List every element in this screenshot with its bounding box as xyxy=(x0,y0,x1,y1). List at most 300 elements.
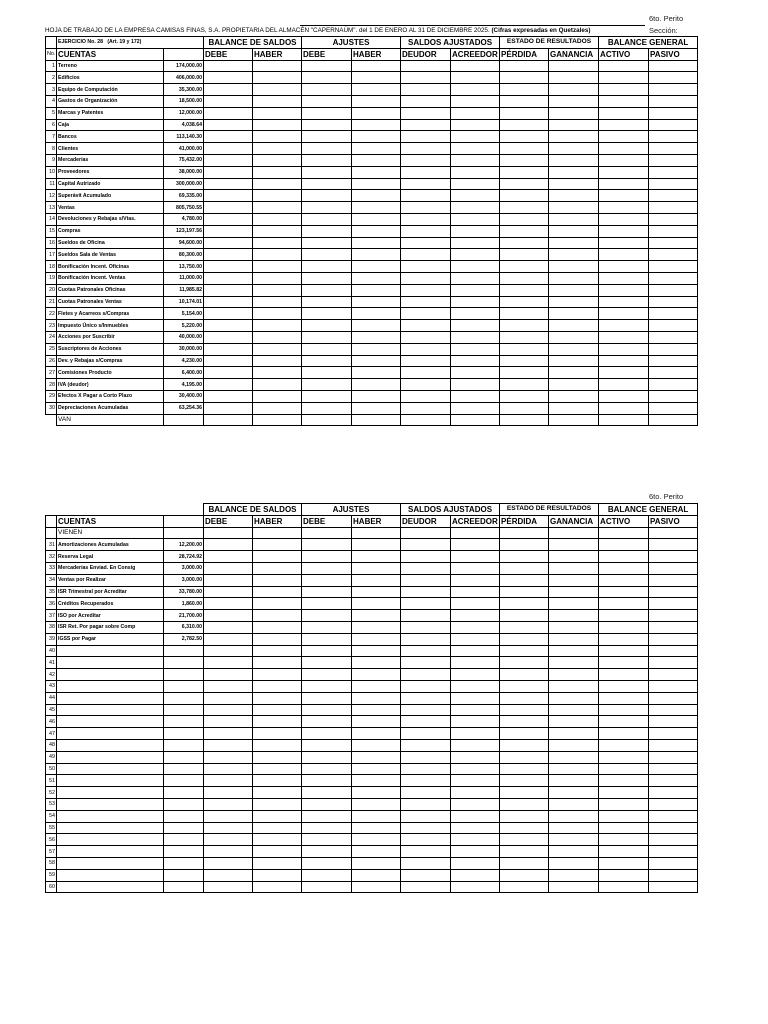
entry-cell[interactable] xyxy=(302,775,352,787)
entry-cell[interactable] xyxy=(253,798,302,810)
entry-cell[interactable] xyxy=(599,881,649,893)
entry-cell[interactable] xyxy=(451,881,500,893)
entry-cell[interactable] xyxy=(352,716,401,728)
entry-cell[interactable] xyxy=(599,633,649,645)
entry-cell[interactable] xyxy=(649,834,698,846)
entry-cell[interactable] xyxy=(451,810,500,822)
entry-cell[interactable] xyxy=(302,633,352,645)
entry-cell[interactable] xyxy=(401,154,451,166)
entry-cell[interactable] xyxy=(352,95,401,107)
entry-cell[interactable] xyxy=(204,562,253,574)
entry-cell[interactable] xyxy=(253,237,302,249)
entry-cell[interactable] xyxy=(352,657,401,669)
entry-cell[interactable] xyxy=(599,869,649,881)
entry-cell[interactable] xyxy=(253,610,302,622)
entry-cell[interactable] xyxy=(352,669,401,681)
entry-cell[interactable] xyxy=(451,320,500,332)
entry-cell[interactable] xyxy=(204,343,253,355)
entry-cell[interactable] xyxy=(451,716,500,728)
entry-cell[interactable] xyxy=(352,272,401,284)
entry-cell[interactable] xyxy=(204,775,253,787)
entry-cell[interactable] xyxy=(204,367,253,379)
entry-cell[interactable] xyxy=(649,402,698,414)
entry-cell[interactable] xyxy=(549,692,599,704)
entry-cell[interactable] xyxy=(649,107,698,119)
entry-cell[interactable] xyxy=(451,284,500,296)
entry-cell[interactable] xyxy=(253,343,302,355)
entry-cell[interactable] xyxy=(204,119,253,131)
entry-cell[interactable] xyxy=(352,680,401,692)
entry-cell[interactable] xyxy=(500,798,549,810)
entry-cell[interactable] xyxy=(352,751,401,763)
entry-cell[interactable] xyxy=(352,320,401,332)
entry-cell[interactable] xyxy=(204,95,253,107)
entry-cell[interactable] xyxy=(253,728,302,740)
entry-cell[interactable] xyxy=(352,225,401,237)
entry-cell[interactable] xyxy=(401,190,451,202)
entry-cell[interactable] xyxy=(599,202,649,214)
entry-cell[interactable] xyxy=(401,237,451,249)
entry-cell[interactable] xyxy=(549,213,599,225)
entry-cell[interactable] xyxy=(253,95,302,107)
entry-cell[interactable] xyxy=(451,680,500,692)
entry-cell[interactable] xyxy=(401,716,451,728)
entry-cell[interactable] xyxy=(549,610,599,622)
entry-cell[interactable] xyxy=(500,166,549,178)
entry-cell[interactable] xyxy=(204,881,253,893)
entry-cell[interactable] xyxy=(253,692,302,704)
entry-cell[interactable] xyxy=(500,810,549,822)
entry-cell[interactable] xyxy=(352,379,401,391)
entry-cell[interactable] xyxy=(649,869,698,881)
entry-cell[interactable] xyxy=(401,225,451,237)
entry-cell[interactable] xyxy=(352,202,401,214)
entry-cell[interactable] xyxy=(401,143,451,155)
entry-cell[interactable] xyxy=(599,143,649,155)
entry-cell[interactable] xyxy=(253,704,302,716)
entry-cell[interactable] xyxy=(352,562,401,574)
entry-cell[interactable] xyxy=(352,881,401,893)
entry-cell[interactable] xyxy=(253,633,302,645)
entry-cell[interactable] xyxy=(500,846,549,858)
entry-cell[interactable] xyxy=(500,621,549,633)
entry-cell[interactable] xyxy=(451,657,500,669)
entry-cell[interactable] xyxy=(451,539,500,551)
entry-cell[interactable] xyxy=(352,739,401,751)
entry-cell[interactable] xyxy=(649,787,698,799)
entry-cell[interactable] xyxy=(549,598,599,610)
entry-cell[interactable] xyxy=(253,621,302,633)
entry-cell[interactable] xyxy=(451,131,500,143)
entry-cell[interactable] xyxy=(549,166,599,178)
entry-cell[interactable] xyxy=(549,751,599,763)
entry-cell[interactable] xyxy=(253,296,302,308)
entry-cell[interactable] xyxy=(302,320,352,332)
entry-cell[interactable] xyxy=(599,562,649,574)
entry-cell[interactable] xyxy=(253,225,302,237)
entry-cell[interactable] xyxy=(549,739,599,751)
entry-cell[interactable] xyxy=(204,610,253,622)
entry-cell[interactable] xyxy=(500,107,549,119)
entry-cell[interactable] xyxy=(451,633,500,645)
entry-cell[interactable] xyxy=(253,846,302,858)
entry-cell[interactable] xyxy=(599,669,649,681)
entry-cell[interactable] xyxy=(401,657,451,669)
entry-cell[interactable] xyxy=(302,834,352,846)
entry-cell[interactable] xyxy=(302,119,352,131)
entry-cell[interactable] xyxy=(549,787,599,799)
entry-cell[interactable] xyxy=(451,379,500,391)
entry-cell[interactable] xyxy=(599,574,649,586)
entry-cell[interactable] xyxy=(451,107,500,119)
entry-cell[interactable] xyxy=(549,296,599,308)
entry-cell[interactable] xyxy=(204,574,253,586)
entry-cell[interactable] xyxy=(451,574,500,586)
entry-cell[interactable] xyxy=(599,84,649,96)
entry-cell[interactable] xyxy=(599,237,649,249)
entry-cell[interactable] xyxy=(549,261,599,273)
entry-cell[interactable] xyxy=(649,574,698,586)
entry-cell[interactable] xyxy=(599,320,649,332)
entry-cell[interactable] xyxy=(500,249,549,261)
entry-cell[interactable] xyxy=(549,834,599,846)
entry-cell[interactable] xyxy=(253,261,302,273)
entry-cell[interactable] xyxy=(302,704,352,716)
entry-cell[interactable] xyxy=(500,869,549,881)
entry-cell[interactable] xyxy=(649,213,698,225)
entry-cell[interactable] xyxy=(302,166,352,178)
entry-cell[interactable] xyxy=(549,390,599,402)
entry-cell[interactable] xyxy=(401,202,451,214)
entry-cell[interactable] xyxy=(451,272,500,284)
entry-cell[interactable] xyxy=(204,60,253,72)
entry-cell[interactable] xyxy=(649,798,698,810)
entry-cell[interactable] xyxy=(302,154,352,166)
entry-cell[interactable] xyxy=(204,645,253,657)
entry-cell[interactable] xyxy=(204,728,253,740)
entry-cell[interactable] xyxy=(451,402,500,414)
entry-cell[interactable] xyxy=(204,586,253,598)
entry-cell[interactable] xyxy=(204,72,253,84)
entry-cell[interactable] xyxy=(352,367,401,379)
entry-cell[interactable] xyxy=(549,657,599,669)
entry-cell[interactable] xyxy=(549,775,599,787)
entry-cell[interactable] xyxy=(599,739,649,751)
entry-cell[interactable] xyxy=(352,60,401,72)
entry-cell[interactable] xyxy=(302,379,352,391)
entry-cell[interactable] xyxy=(253,574,302,586)
entry-cell[interactable] xyxy=(549,343,599,355)
entry-cell[interactable] xyxy=(649,822,698,834)
entry-cell[interactable] xyxy=(204,190,253,202)
entry-cell[interactable] xyxy=(352,598,401,610)
entry-cell[interactable] xyxy=(649,551,698,563)
entry-cell[interactable] xyxy=(599,539,649,551)
entry-cell[interactable] xyxy=(401,645,451,657)
entry-cell[interactable] xyxy=(549,680,599,692)
entry-cell[interactable] xyxy=(451,355,500,367)
entry-cell[interactable] xyxy=(352,107,401,119)
entry-cell[interactable] xyxy=(253,390,302,402)
entry-cell[interactable] xyxy=(599,72,649,84)
entry-cell[interactable] xyxy=(451,728,500,740)
entry-cell[interactable] xyxy=(599,402,649,414)
entry-cell[interactable] xyxy=(649,331,698,343)
entry-cell[interactable] xyxy=(253,881,302,893)
entry-cell[interactable] xyxy=(451,331,500,343)
entry-cell[interactable] xyxy=(401,633,451,645)
entry-cell[interactable] xyxy=(500,775,549,787)
entry-cell[interactable] xyxy=(649,119,698,131)
entry-cell[interactable] xyxy=(401,834,451,846)
entry-cell[interactable] xyxy=(253,680,302,692)
entry-cell[interactable] xyxy=(549,249,599,261)
entry-cell[interactable] xyxy=(649,202,698,214)
entry-cell[interactable] xyxy=(500,787,549,799)
entry-cell[interactable] xyxy=(302,610,352,622)
entry-cell[interactable] xyxy=(302,390,352,402)
entry-cell[interactable] xyxy=(549,355,599,367)
entry-cell[interactable] xyxy=(451,645,500,657)
entry-cell[interactable] xyxy=(549,84,599,96)
entry-cell[interactable] xyxy=(352,810,401,822)
entry-cell[interactable] xyxy=(549,237,599,249)
entry-cell[interactable] xyxy=(302,225,352,237)
entry-cell[interactable] xyxy=(352,119,401,131)
entry-cell[interactable] xyxy=(352,763,401,775)
entry-cell[interactable] xyxy=(302,331,352,343)
entry-cell[interactable] xyxy=(352,84,401,96)
entry-cell[interactable] xyxy=(302,881,352,893)
entry-cell[interactable] xyxy=(451,72,500,84)
entry-cell[interactable] xyxy=(352,539,401,551)
entry-cell[interactable] xyxy=(599,810,649,822)
entry-cell[interactable] xyxy=(253,716,302,728)
entry-cell[interactable] xyxy=(649,881,698,893)
entry-cell[interactable] xyxy=(302,272,352,284)
entry-cell[interactable] xyxy=(302,343,352,355)
entry-cell[interactable] xyxy=(451,390,500,402)
entry-cell[interactable] xyxy=(451,598,500,610)
entry-cell[interactable] xyxy=(302,213,352,225)
entry-cell[interactable] xyxy=(401,308,451,320)
entry-cell[interactable] xyxy=(649,84,698,96)
entry-cell[interactable] xyxy=(500,822,549,834)
entry-cell[interactable] xyxy=(451,225,500,237)
entry-cell[interactable] xyxy=(401,775,451,787)
entry-cell[interactable] xyxy=(401,621,451,633)
entry-cell[interactable] xyxy=(451,692,500,704)
entry-cell[interactable] xyxy=(451,367,500,379)
entry-cell[interactable] xyxy=(451,822,500,834)
entry-cell[interactable] xyxy=(549,810,599,822)
entry-cell[interactable] xyxy=(401,213,451,225)
entry-cell[interactable] xyxy=(401,551,451,563)
entry-cell[interactable] xyxy=(302,308,352,320)
entry-cell[interactable] xyxy=(204,716,253,728)
entry-cell[interactable] xyxy=(352,822,401,834)
entry-cell[interactable] xyxy=(352,355,401,367)
entry-cell[interactable] xyxy=(649,367,698,379)
entry-cell[interactable] xyxy=(649,857,698,869)
entry-cell[interactable] xyxy=(401,84,451,96)
entry-cell[interactable] xyxy=(302,857,352,869)
entry-cell[interactable] xyxy=(204,131,253,143)
entry-cell[interactable] xyxy=(302,586,352,598)
entry-cell[interactable] xyxy=(302,846,352,858)
entry-cell[interactable] xyxy=(204,308,253,320)
entry-cell[interactable] xyxy=(599,598,649,610)
entry-cell[interactable] xyxy=(204,154,253,166)
entry-cell[interactable] xyxy=(549,869,599,881)
entry-cell[interactable] xyxy=(352,72,401,84)
entry-cell[interactable] xyxy=(549,846,599,858)
entry-cell[interactable] xyxy=(549,190,599,202)
entry-cell[interactable] xyxy=(302,787,352,799)
entry-cell[interactable] xyxy=(549,763,599,775)
entry-cell[interactable] xyxy=(352,704,401,716)
entry-cell[interactable] xyxy=(599,787,649,799)
entry-cell[interactable] xyxy=(401,331,451,343)
entry-cell[interactable] xyxy=(401,379,451,391)
entry-cell[interactable] xyxy=(352,296,401,308)
entry-cell[interactable] xyxy=(599,249,649,261)
entry-cell[interactable] xyxy=(253,72,302,84)
entry-cell[interactable] xyxy=(204,261,253,273)
entry-cell[interactable] xyxy=(649,716,698,728)
entry-cell[interactable] xyxy=(500,716,549,728)
entry-cell[interactable] xyxy=(599,822,649,834)
entry-cell[interactable] xyxy=(401,598,451,610)
entry-cell[interactable] xyxy=(649,190,698,202)
entry-cell[interactable] xyxy=(204,846,253,858)
entry-cell[interactable] xyxy=(649,272,698,284)
entry-cell[interactable] xyxy=(204,834,253,846)
entry-cell[interactable] xyxy=(599,272,649,284)
entry-cell[interactable] xyxy=(253,751,302,763)
entry-cell[interactable] xyxy=(352,284,401,296)
entry-cell[interactable] xyxy=(649,669,698,681)
entry-cell[interactable] xyxy=(599,213,649,225)
entry-cell[interactable] xyxy=(352,633,401,645)
entry-cell[interactable] xyxy=(204,739,253,751)
entry-cell[interactable] xyxy=(352,308,401,320)
entry-cell[interactable] xyxy=(401,343,451,355)
entry-cell[interactable] xyxy=(253,213,302,225)
entry-cell[interactable] xyxy=(352,869,401,881)
entry-cell[interactable] xyxy=(649,249,698,261)
entry-cell[interactable] xyxy=(649,810,698,822)
entry-cell[interactable] xyxy=(549,669,599,681)
entry-cell[interactable] xyxy=(500,739,549,751)
entry-cell[interactable] xyxy=(549,367,599,379)
entry-cell[interactable] xyxy=(500,272,549,284)
entry-cell[interactable] xyxy=(649,539,698,551)
entry-cell[interactable] xyxy=(352,237,401,249)
entry-cell[interactable] xyxy=(253,107,302,119)
entry-cell[interactable] xyxy=(352,787,401,799)
entry-cell[interactable] xyxy=(401,284,451,296)
entry-cell[interactable] xyxy=(401,390,451,402)
entry-cell[interactable] xyxy=(500,60,549,72)
entry-cell[interactable] xyxy=(649,60,698,72)
entry-cell[interactable] xyxy=(549,645,599,657)
entry-cell[interactable] xyxy=(500,586,549,598)
entry-cell[interactable] xyxy=(302,95,352,107)
entry-cell[interactable] xyxy=(451,119,500,131)
entry-cell[interactable] xyxy=(649,728,698,740)
entry-cell[interactable] xyxy=(401,296,451,308)
entry-cell[interactable] xyxy=(500,119,549,131)
entry-cell[interactable] xyxy=(302,763,352,775)
entry-cell[interactable] xyxy=(253,331,302,343)
entry-cell[interactable] xyxy=(549,728,599,740)
entry-cell[interactable] xyxy=(204,869,253,881)
entry-cell[interactable] xyxy=(599,261,649,273)
entry-cell[interactable] xyxy=(500,237,549,249)
entry-cell[interactable] xyxy=(401,669,451,681)
entry-cell[interactable] xyxy=(549,562,599,574)
entry-cell[interactable] xyxy=(599,551,649,563)
entry-cell[interactable] xyxy=(549,119,599,131)
entry-cell[interactable] xyxy=(401,692,451,704)
entry-cell[interactable] xyxy=(599,367,649,379)
entry-cell[interactable] xyxy=(352,728,401,740)
entry-cell[interactable] xyxy=(253,131,302,143)
entry-cell[interactable] xyxy=(401,846,451,858)
entry-cell[interactable] xyxy=(649,154,698,166)
entry-cell[interactable] xyxy=(352,249,401,261)
entry-cell[interactable] xyxy=(401,95,451,107)
entry-cell[interactable] xyxy=(401,680,451,692)
entry-cell[interactable] xyxy=(549,379,599,391)
entry-cell[interactable] xyxy=(401,367,451,379)
entry-cell[interactable] xyxy=(599,379,649,391)
entry-cell[interactable] xyxy=(599,190,649,202)
entry-cell[interactable] xyxy=(500,379,549,391)
entry-cell[interactable] xyxy=(253,272,302,284)
entry-cell[interactable] xyxy=(500,320,549,332)
entry-cell[interactable] xyxy=(253,308,302,320)
entry-cell[interactable] xyxy=(451,621,500,633)
entry-cell[interactable] xyxy=(352,775,401,787)
entry-cell[interactable] xyxy=(451,669,500,681)
entry-cell[interactable] xyxy=(204,296,253,308)
entry-cell[interactable] xyxy=(649,355,698,367)
entry-cell[interactable] xyxy=(549,131,599,143)
entry-cell[interactable] xyxy=(649,739,698,751)
entry-cell[interactable] xyxy=(352,645,401,657)
entry-cell[interactable] xyxy=(352,846,401,858)
entry-cell[interactable] xyxy=(451,249,500,261)
entry-cell[interactable] xyxy=(649,633,698,645)
entry-cell[interactable] xyxy=(500,178,549,190)
entry-cell[interactable] xyxy=(649,308,698,320)
entry-cell[interactable] xyxy=(500,680,549,692)
entry-cell[interactable] xyxy=(549,107,599,119)
entry-cell[interactable] xyxy=(549,798,599,810)
entry-cell[interactable] xyxy=(500,190,549,202)
entry-cell[interactable] xyxy=(649,598,698,610)
entry-cell[interactable] xyxy=(500,296,549,308)
entry-cell[interactable] xyxy=(649,621,698,633)
entry-cell[interactable] xyxy=(253,598,302,610)
entry-cell[interactable] xyxy=(549,586,599,598)
entry-cell[interactable] xyxy=(401,402,451,414)
entry-cell[interactable] xyxy=(401,272,451,284)
entry-cell[interactable] xyxy=(302,822,352,834)
entry-cell[interactable] xyxy=(599,308,649,320)
